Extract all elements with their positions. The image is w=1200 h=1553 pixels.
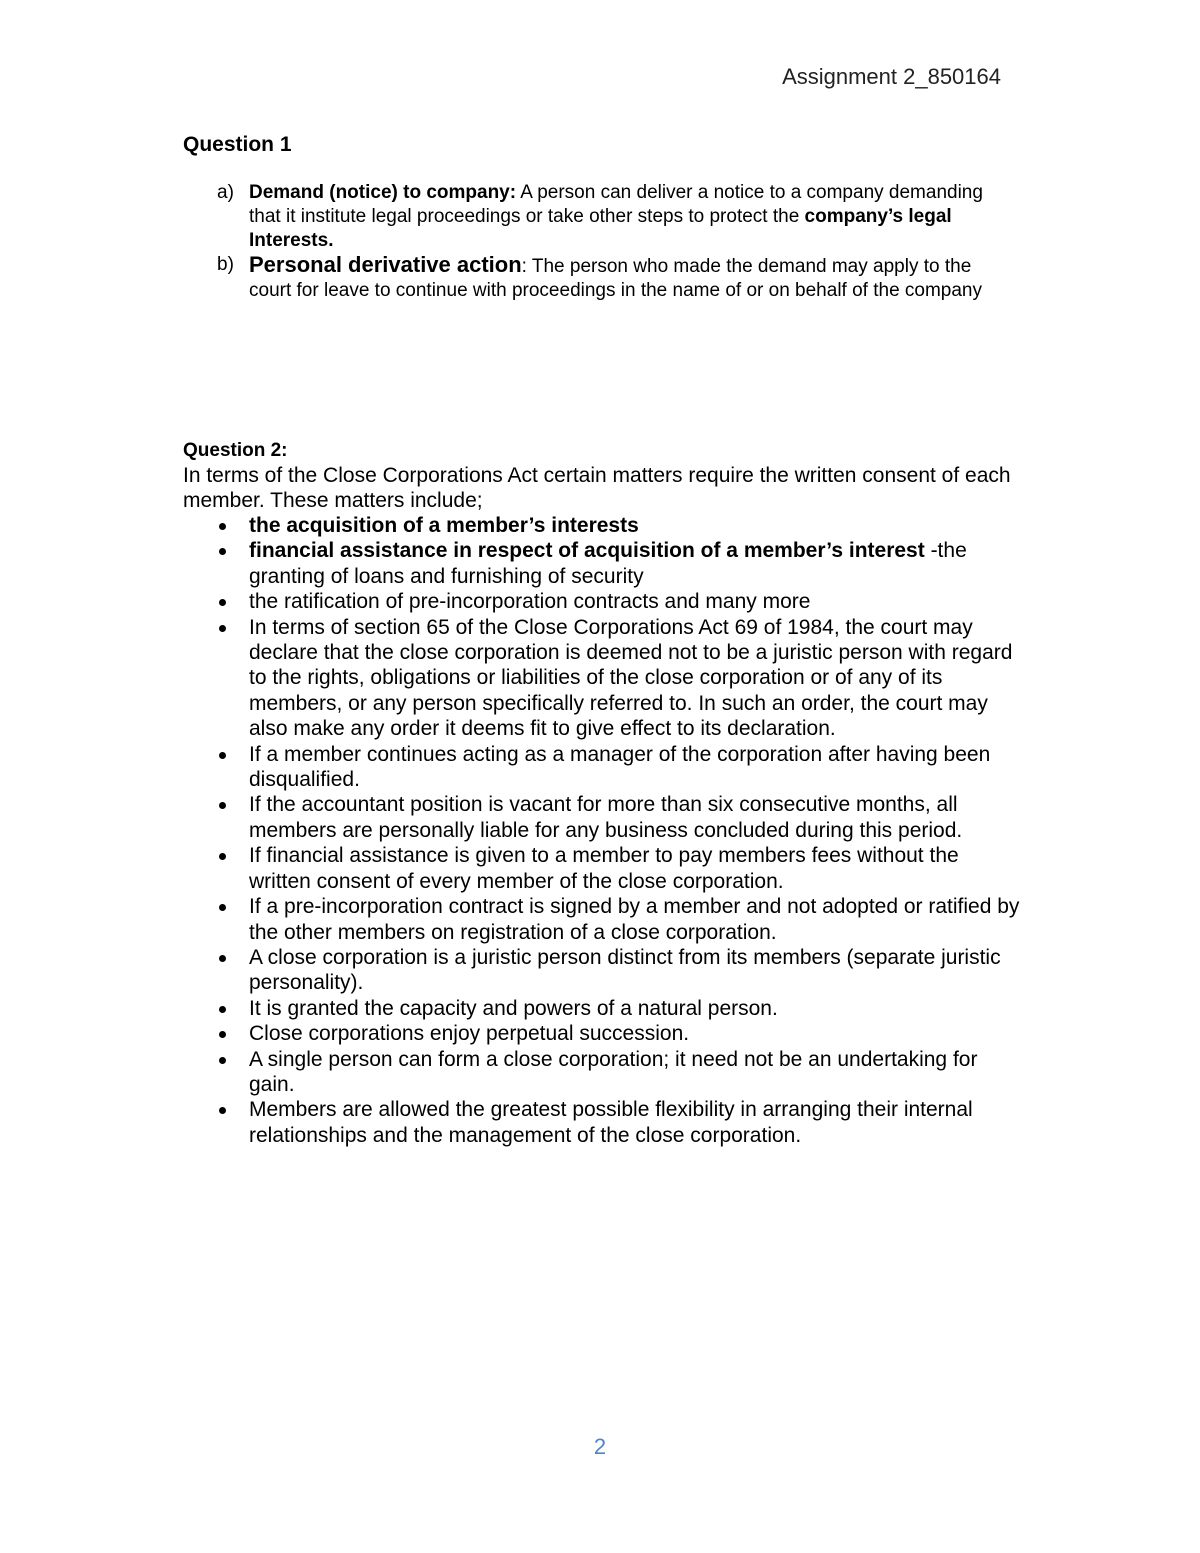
answer-a-trailing-bold: company’s legal Interests. — [249, 206, 952, 251]
bullet-icon — [219, 548, 226, 555]
page-header: Assignment 2_850164 — [782, 64, 1001, 89]
question-2-intro: In terms of the Close Corporations Act certain matters require the written consent of each member. These matters include; — [183, 464, 1011, 512]
bullet-item — [183, 894, 1023, 945]
bullet-icon — [219, 1057, 226, 1064]
answer-a — [183, 181, 1013, 253]
bullet-text: -the granting of loans and furnishing of security — [249, 539, 967, 588]
question-2-bullet-list — [183, 513, 1023, 1148]
bullet-item — [183, 513, 1023, 538]
bullet-icon — [219, 1006, 226, 1013]
bullet-icon — [219, 752, 226, 759]
bullet-bold-text: financial assistance in respect of acquisition of a member’s interest — [249, 539, 925, 563]
answer-b-marker: b) — [217, 254, 234, 275]
bullet-item — [183, 996, 1023, 1021]
bullet-icon — [219, 523, 226, 530]
bullet-icon — [219, 955, 226, 962]
bullet-item — [183, 843, 1023, 894]
bullet-text: If the accountant position is vacant for more than six consecutive months, all members are personally liable for any business concluded during this period. — [249, 793, 963, 842]
answer-a-term: Demand (notice) to company: — [249, 182, 517, 203]
bullet-item — [183, 1097, 1023, 1148]
bullet-icon — [219, 1031, 226, 1038]
bullet-text: Close corporations enjoy perpetual succession. — [249, 1022, 690, 1046]
answer-b-term: Personal derivative action — [249, 252, 522, 277]
bullet-text: A single person can form a close corporation; it need not be an undertaking for gain. — [249, 1047, 978, 1096]
bullet-text: A close corporation is a juristic person distinct from its members (separate juristic personality). — [249, 945, 1001, 995]
bullet-item — [183, 742, 1023, 793]
bullet-item — [183, 589, 1023, 614]
bullet-icon — [219, 1107, 226, 1114]
bullet-text: Members are allowed the greatest possible flexibility in arranging their internal relationships and the management of the close corporation. — [249, 1098, 973, 1147]
bullet-icon — [219, 625, 226, 632]
question-2-title: Question 2: — [183, 440, 288, 461]
answer-b-text: : The person who made the demand may apply to the court for leave to continue with proceedings in the name of or on behalf of the company — [249, 256, 983, 301]
bullet-icon — [219, 904, 226, 911]
bullet-icon — [219, 599, 226, 606]
bullet-icon — [219, 802, 226, 809]
bullet-text: If financial assistance is given to a member to pay members fees without the written consent of every member of the close corporation. — [249, 844, 959, 893]
bullet-icon — [219, 853, 226, 860]
answer-a-marker: a) — [217, 182, 234, 203]
bullet-text: the ratification of pre-incorporation contracts and many more — [249, 590, 811, 614]
bullet-item — [183, 538, 1023, 589]
question-1-title: Question 1 — [183, 133, 292, 156]
bullet-text: If a member continues acting as a manager of the corporation after having been disqualified. — [249, 742, 991, 792]
question-1-answers — [183, 181, 1013, 303]
bullet-text: If a pre-incorporation contract is signed by a member and not adopted or ratified by the other members on registration of a close corporation. — [249, 895, 1020, 944]
bullet-bold-text: the acquisition of a member’s interests — [249, 514, 639, 537]
bullet-text: It is granted the capacity and powers of a natural person. — [249, 996, 778, 1020]
bullet-text: In terms of section 65 of the Close Corporations Act 69 of 1984, the court may declare that the close corporation is deemed not to be a juristic person with regard to the rights, obligations or liabilities of the close corporation or of any of its members, or any person specifically referred to. In such an order, the court may also make any order it deems fit to give effect to its declaration. — [249, 615, 1013, 741]
bullet-item — [183, 1021, 1023, 1046]
page-number: 2 — [593, 1434, 607, 1459]
bullet-item — [183, 1047, 1023, 1098]
bullet-item — [183, 792, 1023, 843]
bullet-item — [183, 615, 1023, 742]
bullet-item — [183, 945, 1023, 996]
answer-a-text: A person can deliver a notice to a company demanding that it institute legal proceedings or take other steps to protect the — [249, 182, 983, 227]
answer-b — [183, 253, 1013, 303]
